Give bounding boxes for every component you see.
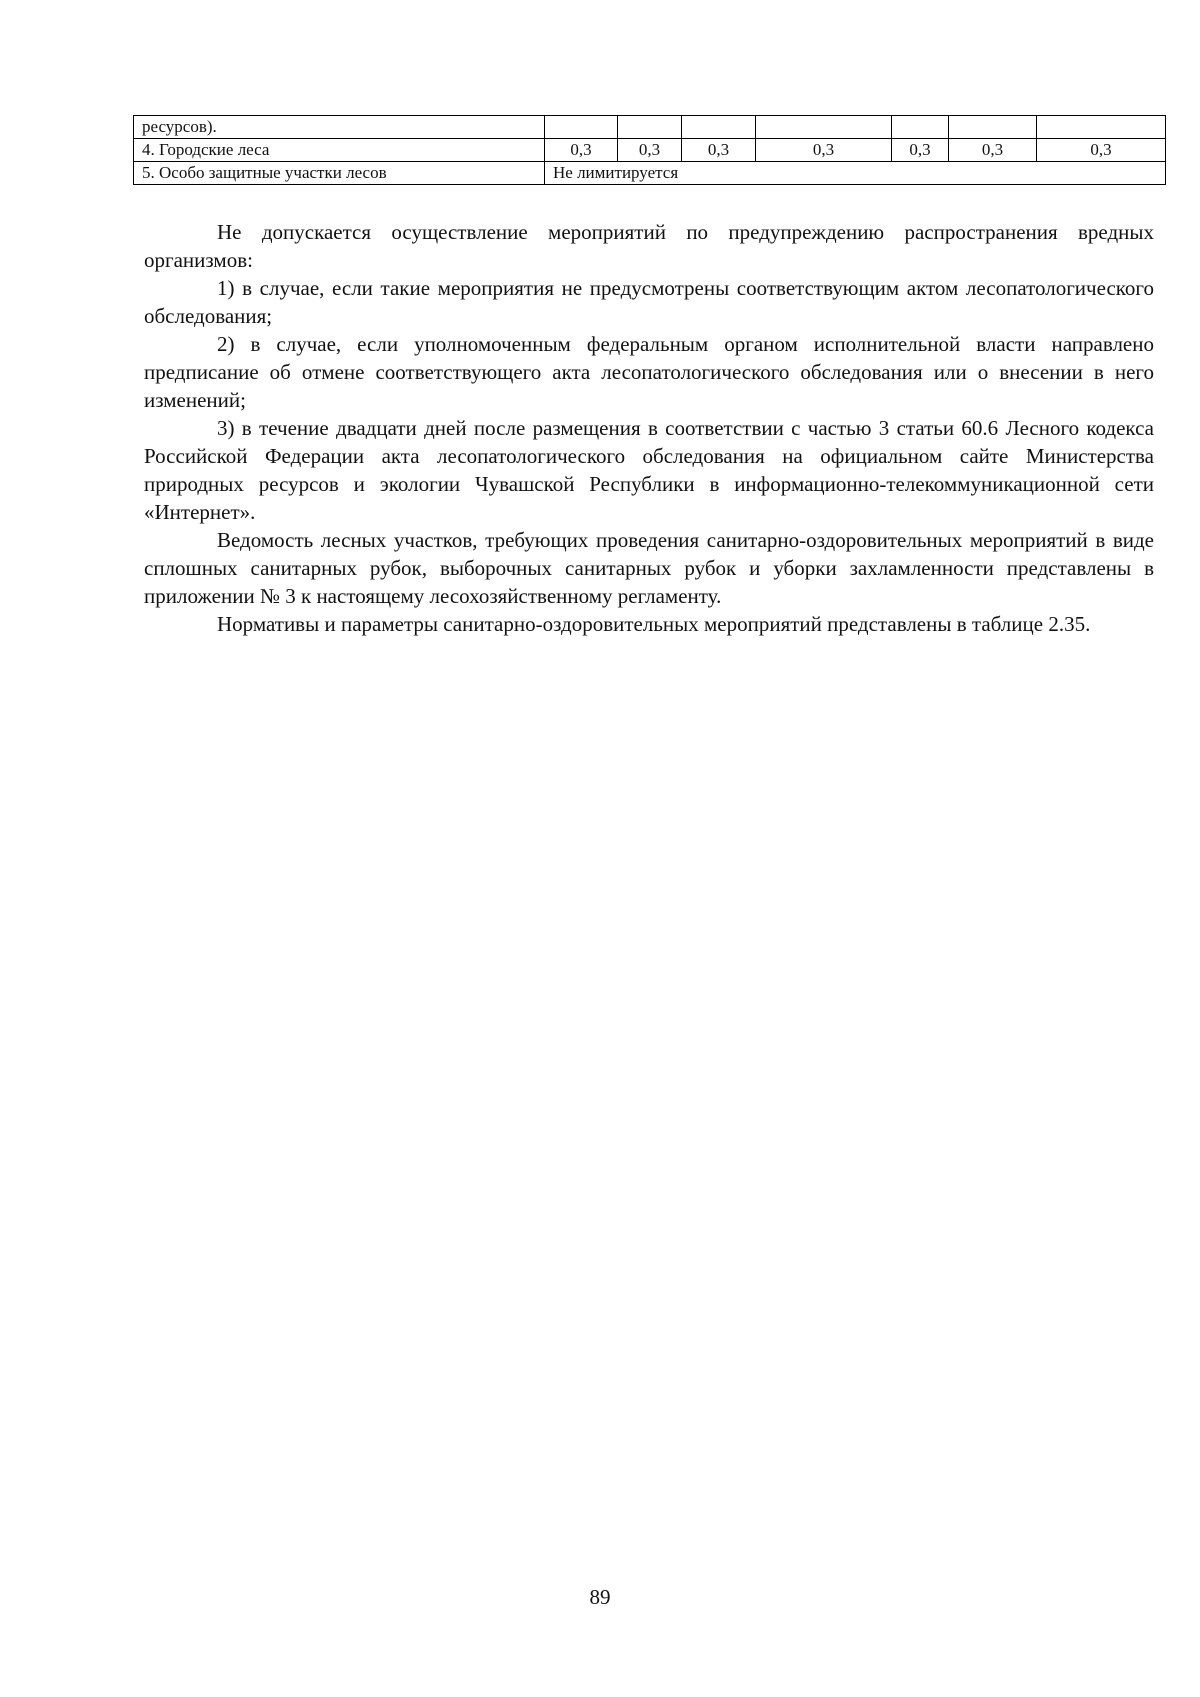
row-label: 5. Особо защитные участки лесов: [134, 162, 545, 185]
table-cell: [1037, 116, 1166, 139]
table-cell: 0,3: [618, 139, 682, 162]
table-cell: [618, 116, 682, 139]
paragraph: 2) в случае, если уполномоченным федеральным органом исполнительной власти направлено предписание об отмене соответствующего акта лесопатологического обследования или о внесении в него изменений;: [144, 332, 1154, 412]
table-cell: 0,3: [756, 139, 892, 162]
paragraph: 3) в течение двадцати дней после размещения в соответствии с частью 3 статьи 60.6 Лесного кодекса Российской Федерации акта лесопатологического обследования на официальном сайте Министерства природных ресурсов и экологии Чувашской Республики в информационно-телекоммуникационной сети «Интернет».: [144, 416, 1154, 524]
table-cell: [756, 116, 892, 139]
table-cell: [682, 116, 756, 139]
row-label: 4. Городские леса: [134, 139, 545, 162]
table-cell: 0,3: [1037, 139, 1166, 162]
merged-cell: Не лимитируется: [545, 162, 1166, 185]
paragraph: Нормативы и параметры санитарно-оздоровительных мероприятий представлены в таблице 2.35.: [217, 612, 1091, 636]
table-cell: 0,3: [682, 139, 756, 162]
table-row: [134, 162, 1166, 185]
body-text: [144, 218, 1154, 638]
row-label: ресурсов).: [134, 116, 545, 139]
table-cell: [545, 116, 618, 139]
table-row: [134, 139, 1166, 162]
table-cell: [892, 116, 949, 139]
paragraph: Ведомость лесных участков, требующих проведения санитарно-оздоровительных мероприятий в виде сплошных санитарных рубок, выборочных санитарных рубок и уборки захламленности представлены в приложении № 3 к настоящему лесохозяйственному регламенту.: [144, 528, 1154, 608]
table-cell: [949, 116, 1037, 139]
table-row: [134, 116, 1166, 139]
table-cell: 0,3: [545, 139, 618, 162]
page-number: 89: [589, 1585, 611, 1609]
table-cell: 0,3: [949, 139, 1037, 162]
norms-table: [133, 115, 1166, 185]
paragraph: Не допускается осуществление мероприятий по предупреждению распространения вредных организмов:: [144, 220, 1154, 272]
table-cell: 0,3: [892, 139, 949, 162]
paragraph: 1) в случае, если такие мероприятия не предусмотрены соответствующим актом лесопатологического обследования;: [144, 276, 1154, 328]
